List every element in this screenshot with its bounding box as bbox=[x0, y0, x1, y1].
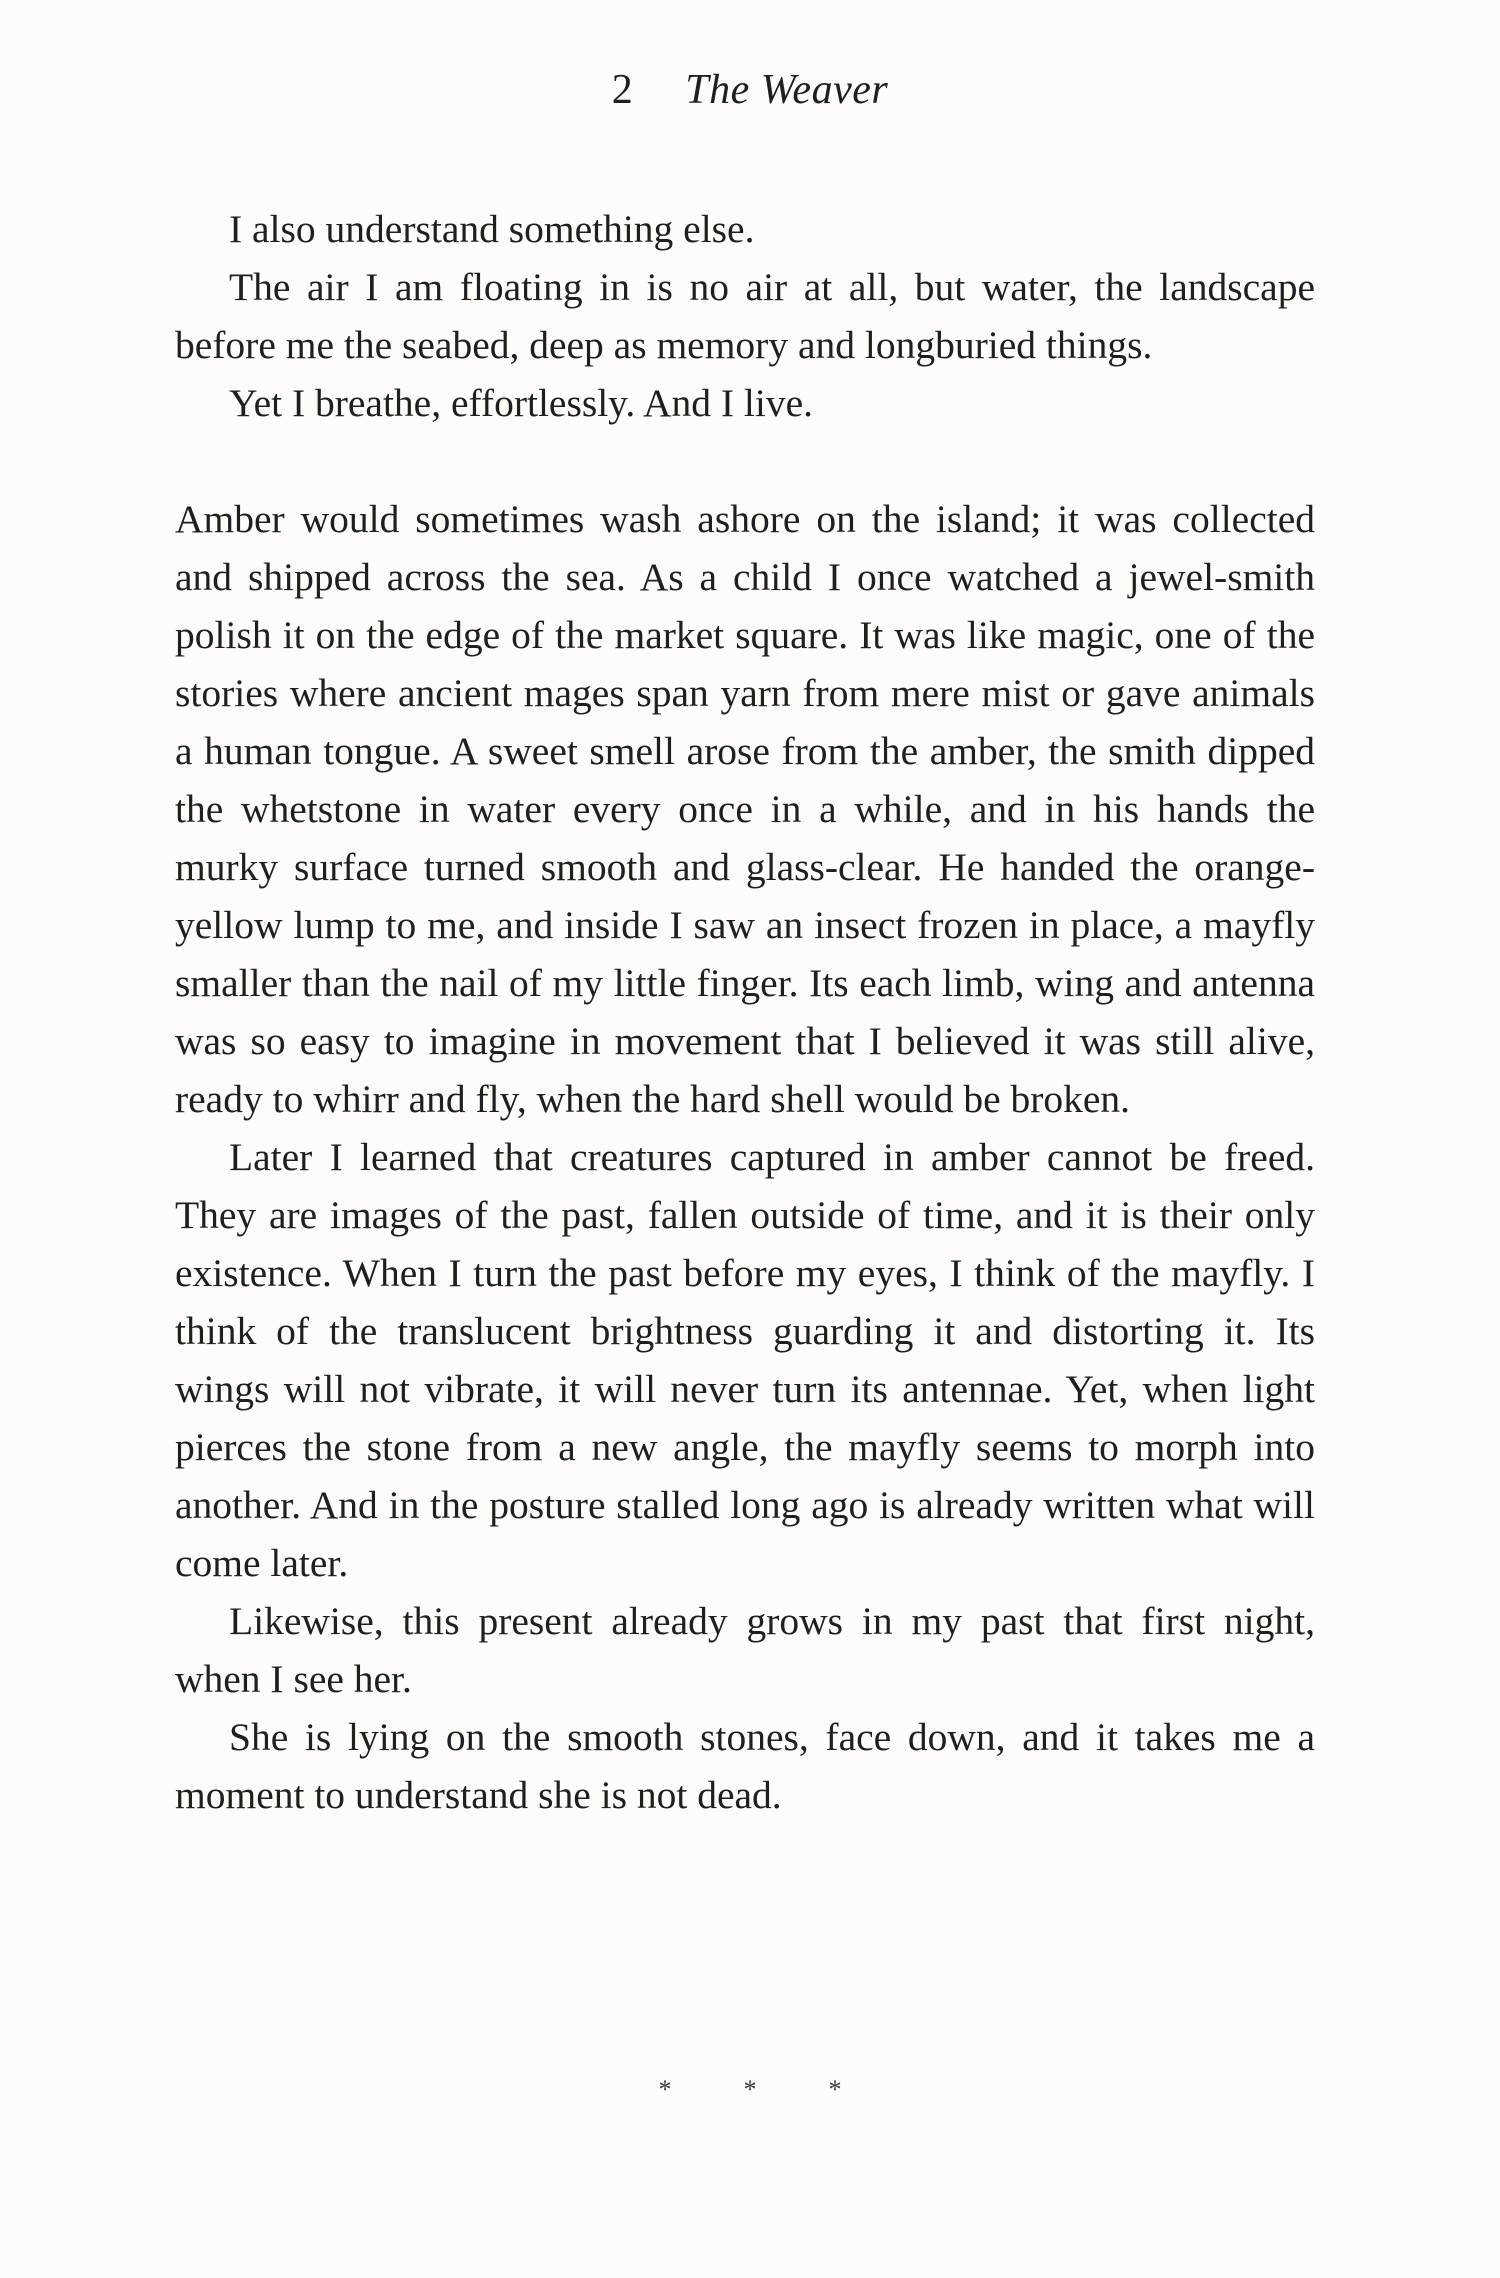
asterism-star: * bbox=[743, 2075, 757, 2104]
paragraph: Likewise, this present already grows in my past that first night, when I see her. bbox=[175, 1599, 1315, 1701]
running-head bbox=[0, 62, 1500, 118]
paragraph: The air I am floating in is no air at all, but water, the landscape before me the seabed, deep as memory and longburied things. bbox=[175, 265, 1315, 367]
page-number: 2 bbox=[611, 67, 634, 113]
paragraph: She is lying on the smooth stones, face down, and it takes me a moment to understand she is not dead. bbox=[175, 1715, 1315, 1817]
paragraph: I also understand something else. bbox=[229, 207, 755, 251]
body-text bbox=[175, 200, 1315, 1824]
paragraph: Yet I breathe, effortlessly. And I live. bbox=[229, 381, 813, 425]
paragraph-section-start: Amber would sometimes wash ashore on the island; it was collected and shipped across the sea. As a child I once watched a jewel-smith polish it on the edge of the market square. It was like magic, one of the stories where ancient mages span yarn from mere mist or gave animals a human tongue. A sweet smell arose from the amber, the smith dipped the whetstone in water every once in a while, and in his hands the murky surface turned smooth and glass-clear. He handed the orange-yellow lump to me, and inside I saw an insect frozen in place, a mayfly smaller than the nail of my little finger. Its each limb, wing and antenna was so easy to imagine in movement that I believed it was still alive, ready to whirr and fly, when the hard shell would be broken. bbox=[175, 497, 1315, 1121]
paragraph: Later I learned that creatures captured in amber cannot be freed. They are images of the past, fallen outside of time, and it is their only existence. When I turn the past before my eyes, I think of the mayfly. I think of the translucent brightness guarding it and distorting it. Its wings will not vibrate, it will never turn its antennae. Yet, when light pierces the stone from a new angle, the mayfly seems to morph into another. And in the posture stalled long ago is already written what will come later. bbox=[175, 1135, 1315, 1585]
section-break-ornament bbox=[0, 2070, 1500, 2110]
book-title: The Weaver bbox=[685, 67, 889, 113]
asterism-star: * bbox=[658, 2075, 672, 2104]
asterism-star: * bbox=[828, 2075, 842, 2104]
